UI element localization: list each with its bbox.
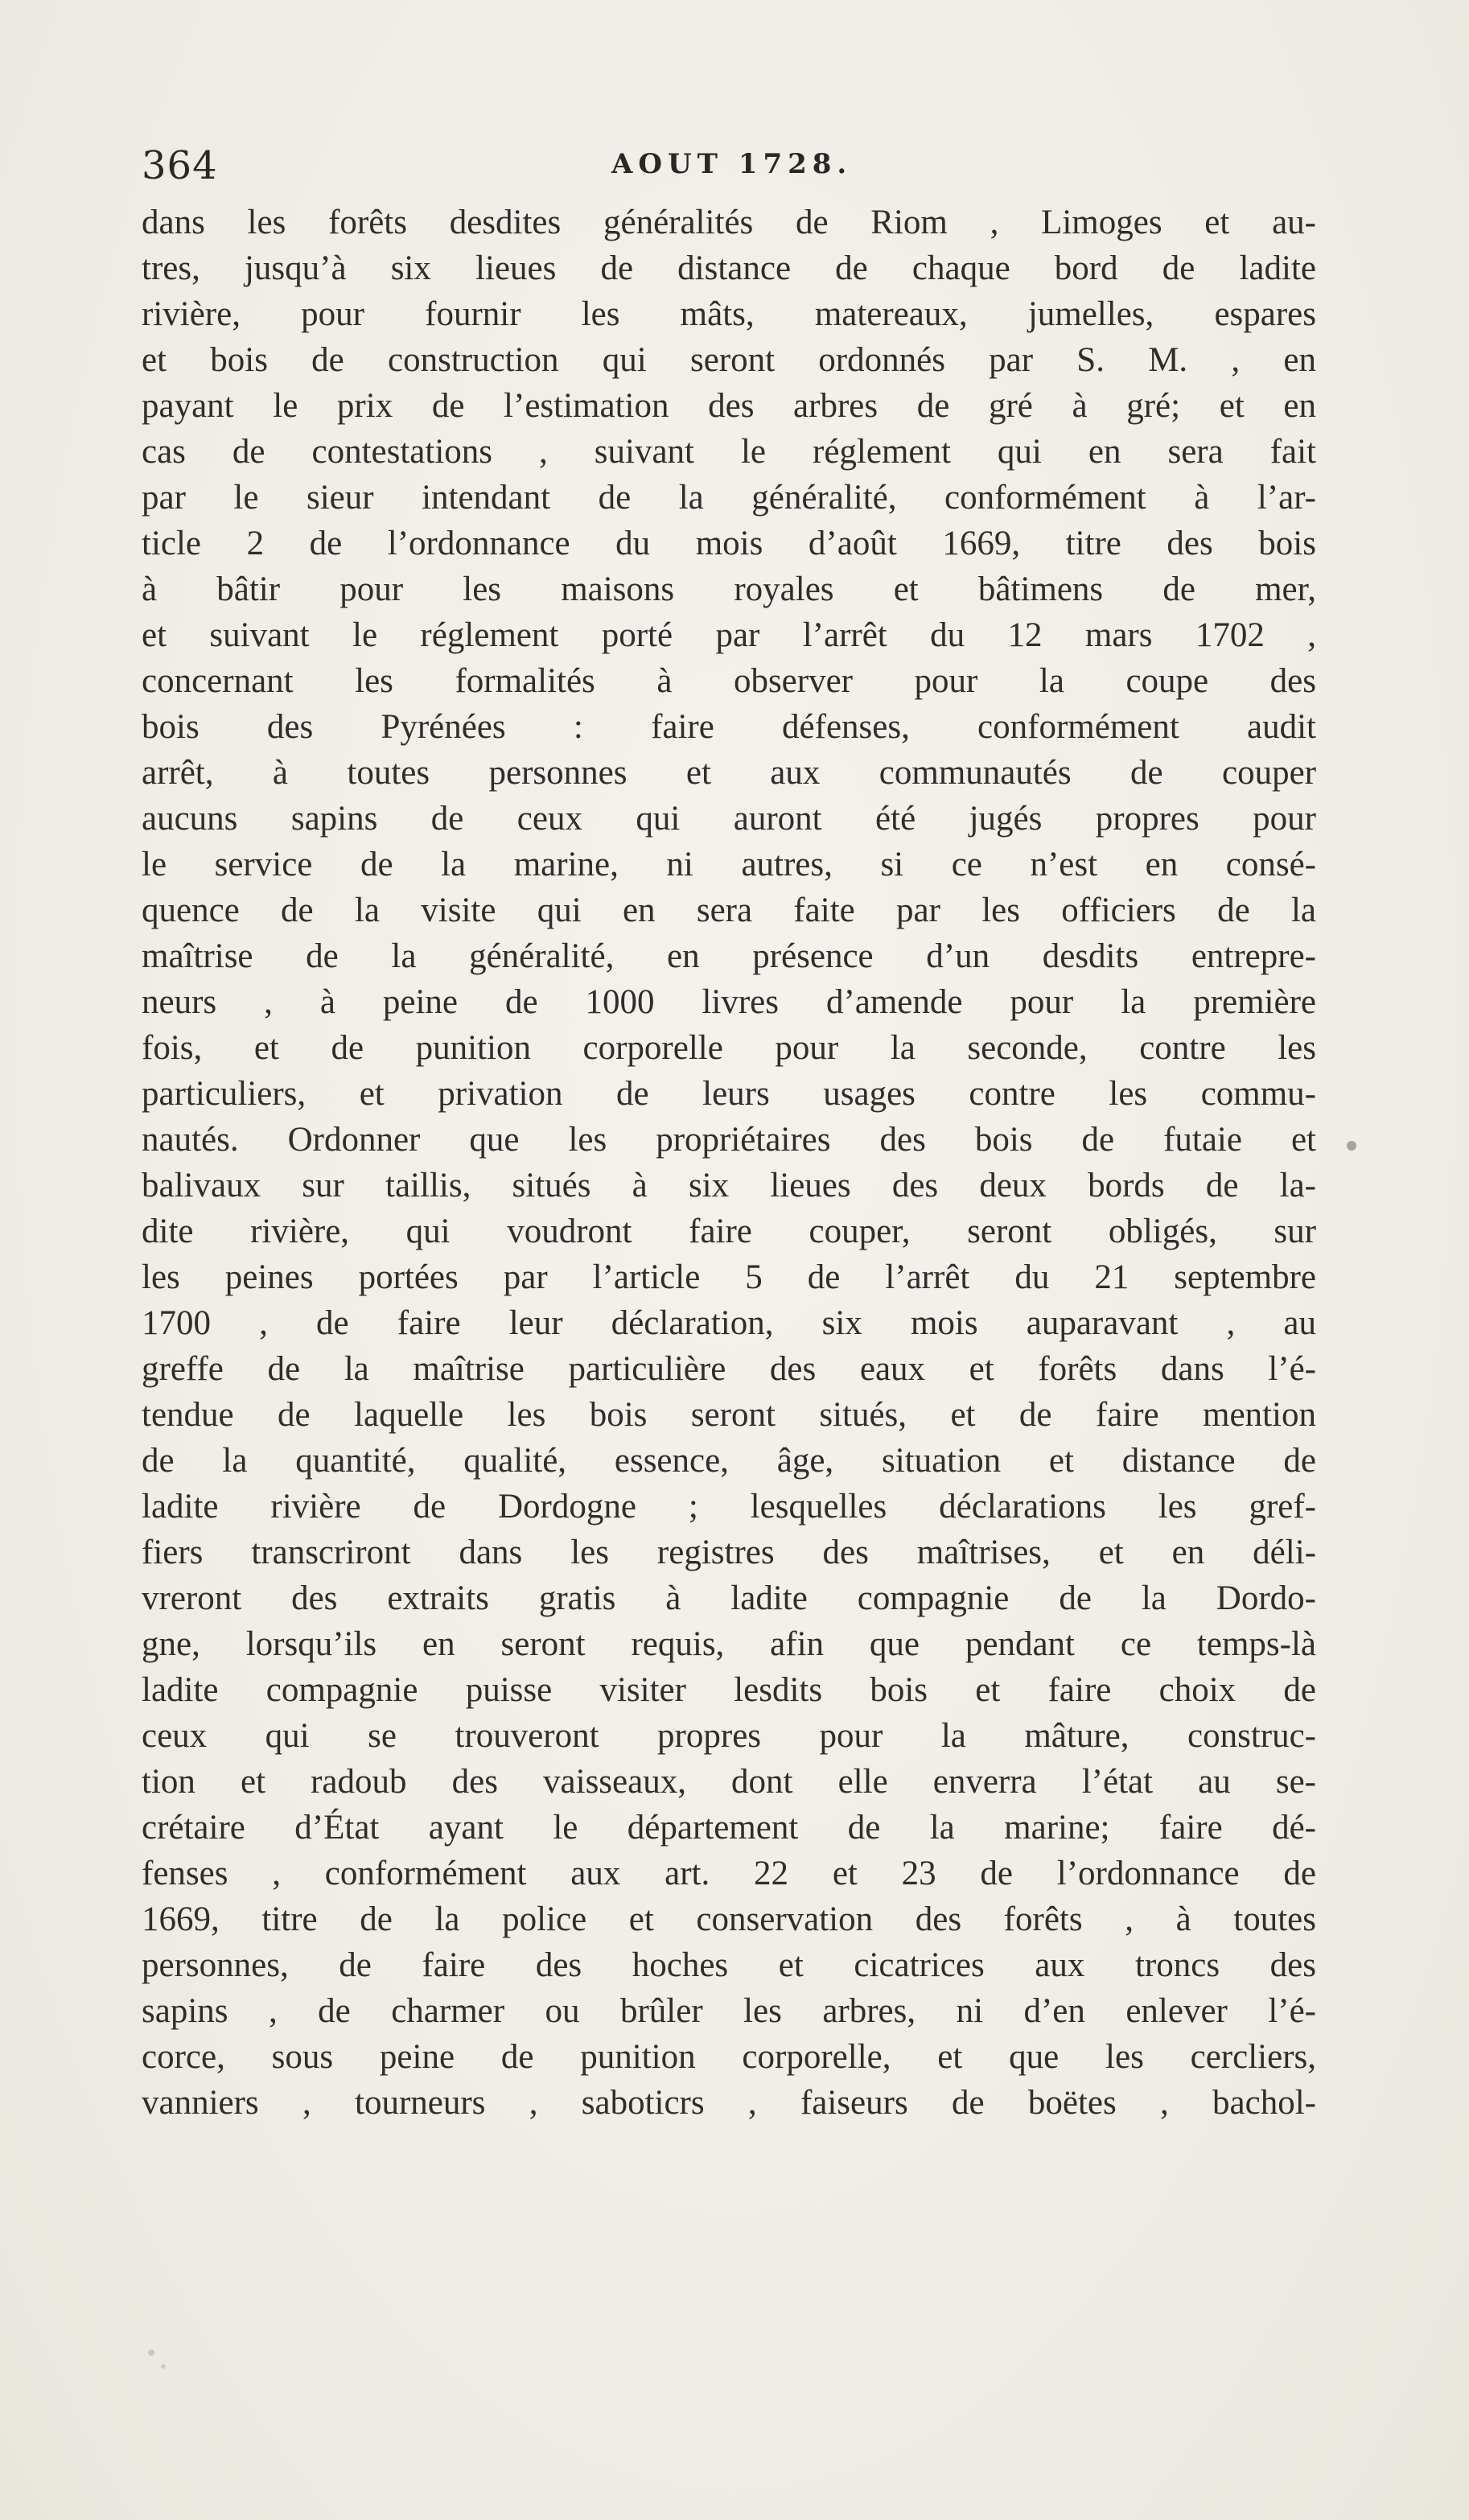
text-line-content: payant le prix de l’estimation des arbres de gré à gré; et en <box>142 387 1316 425</box>
ink-speck <box>1347 1141 1356 1151</box>
text-line-content: ceux qui se trouveront propres pour la mâture, construc- <box>142 1717 1316 1755</box>
ink-speck <box>148 2349 154 2356</box>
text-line <box>142 1392 1316 1438</box>
text-line <box>142 291 1316 337</box>
text-line <box>142 612 1316 658</box>
text-line-content: aucuns sapins de ceux qui auront été jugés propres pour <box>142 800 1316 838</box>
text-line-content: corce, sous peine de punition corporelle, et que les cercliers, <box>142 2038 1316 2076</box>
text-line-content: maîtrise de la généralité, en présence d’un desdits entrepre- <box>142 937 1316 975</box>
text-line-content: crétaire d’État ayant le département de la marine; faire dé- <box>142 1809 1316 1847</box>
page-header <box>142 143 1316 196</box>
text-line <box>142 1071 1316 1117</box>
text-line-content: sapins , de charmer ou brûler les arbres, ni d’en enlever l’é- <box>142 1992 1316 2030</box>
text-line-content: concernant les formalités à observer pour la coupe des <box>142 662 1316 700</box>
text-line-content: personnes, de faire des hoches et cicatrices aux troncs des <box>142 1946 1316 1984</box>
text-line-content: fois, et de punition corporelle pour la seconde, contre les <box>142 1029 1316 1067</box>
text-line-content: par le sieur intendant de la généralité, conformément à l’ar- <box>142 479 1316 517</box>
text-line-content: de la quantité, qualité, essence, âge, situation et distance de <box>142 1442 1316 1480</box>
text-line-content: fiers transcriront dans les registres des maîtrises, et en déli- <box>142 1534 1316 1571</box>
text-line <box>142 658 1316 704</box>
text-line <box>142 383 1316 429</box>
text-line <box>142 521 1316 566</box>
text-line <box>142 1438 1316 1484</box>
running-head: AOUT 1728. <box>611 148 853 180</box>
text-line <box>142 796 1316 842</box>
text-line <box>142 1346 1316 1392</box>
text-line <box>142 337 1316 383</box>
text-line-content: tendue de laquelle les bois seront situés, et de faire mention <box>142 1396 1316 1434</box>
text-line-content: fenses , conformément aux art. 22 et 23 de l’ordonnance de <box>142 1855 1316 1892</box>
text-line <box>142 429 1316 475</box>
text-line <box>142 1713 1316 1759</box>
text-line-content: neurs , à peine de 1000 livres d’amende pour la première <box>142 983 1316 1021</box>
text-line-content: quence de la visite qui en sera faite par les officiers de la <box>142 891 1316 929</box>
text-line-content: ladite rivière de Dordogne ; lesquelles déclarations les gref- <box>142 1488 1316 1526</box>
text-line <box>142 1300 1316 1346</box>
text-line-content: particuliers, et privation de leurs usages contre les commu- <box>142 1075 1316 1113</box>
text-line-content: greffe de la maîtrise particulière des eaux et forêts dans l’é- <box>142 1350 1316 1388</box>
text-line-content: le service de la marine, ni autres, si ce n’est en consé- <box>142 846 1316 883</box>
text-line <box>142 842 1316 887</box>
text-line-content: cas de contestations , suivant le réglement qui en sera fait <box>142 433 1316 471</box>
text-line-content: balivaux sur taillis, situés à six lieues des deux bords de la- <box>142 1167 1316 1204</box>
text-line-content: nautés. Ordonner que les propriétaires des bois de futaie et <box>142 1121 1316 1159</box>
text-line-content: ladite compagnie puisse visiter lesdits bois et faire choix de <box>142 1671 1316 1709</box>
text-line <box>142 1805 1316 1851</box>
text-line-content: gne, lorsqu’ils en seront requis, afin que pendant ce temps-là <box>142 1625 1316 1663</box>
text-line <box>142 475 1316 521</box>
text-line-content: dans les forêts desdites généralités de Riom , Limoges et au- <box>142 204 1316 241</box>
text-line <box>142 2080 1316 2126</box>
text-line-content: dite rivière, qui voudront faire couper, seront obligés, sur <box>142 1213 1316 1250</box>
text-line <box>142 1896 1316 1942</box>
text-line <box>142 1163 1316 1209</box>
text-line <box>142 1530 1316 1575</box>
ink-speck <box>161 2364 166 2369</box>
text-line <box>142 1851 1316 1896</box>
text-line-content: tion et radoub des vaisseaux, dont elle enverra l’état au se- <box>142 1763 1316 1801</box>
text-line <box>142 2034 1316 2080</box>
text-line-content: ticle 2 de l’ordonnance du mois d’août 1669, titre des bois <box>142 525 1316 562</box>
text-line <box>142 566 1316 612</box>
text-line <box>142 1667 1316 1713</box>
text-line-content: 1700 , de faire leur déclaration, six mois auparavant , au <box>142 1304 1316 1342</box>
text-line-content: 1669, titre de la police et conservation des forêts , à toutes <box>142 1900 1316 1938</box>
text-line <box>142 200 1316 245</box>
text-line <box>142 245 1316 291</box>
body-text <box>142 200 1316 2126</box>
text-line <box>142 1117 1316 1163</box>
text-line <box>142 750 1316 796</box>
text-line <box>142 887 1316 933</box>
text-line <box>142 1759 1316 1805</box>
text-line-content: et suivant le réglement porté par l’arrêt du 12 mars 1702 , <box>142 616 1316 654</box>
text-line <box>142 1575 1316 1621</box>
text-line-content: bois des Pyrénées : faire défenses, conformément audit <box>142 708 1316 746</box>
text-line <box>142 704 1316 750</box>
text-line <box>142 1988 1316 2034</box>
text-line-content: vreront des extraits gratis à ladite compagnie de la Dordo- <box>142 1579 1316 1617</box>
text-line <box>142 1209 1316 1254</box>
text-line-content: à bâtir pour les maisons royales et bâtimens de mer, <box>142 570 1316 608</box>
text-line <box>142 1942 1316 1988</box>
text-line <box>142 1621 1316 1667</box>
text-line <box>142 1484 1316 1530</box>
text-line-content: vanniers , tourneurs , saboticrs , faiseurs de boëtes , bachol- <box>142 2084 1316 2122</box>
text-line <box>142 1254 1316 1300</box>
text-line-content: les peines portées par l’article 5 de l’arrêt du 21 septembre <box>142 1258 1316 1296</box>
text-line-content: rivière, pour fournir les mâts, matereaux, jumelles, espares <box>142 295 1316 333</box>
text-line-content: tres, jusqu’à six lieues de distance de chaque bord de ladite <box>142 249 1316 287</box>
text-line <box>142 933 1316 979</box>
text-line <box>142 1025 1316 1071</box>
text-line <box>142 979 1316 1025</box>
page-number: 364 <box>142 143 218 188</box>
text-line-content: et bois de construction qui seront ordonnés par S. M. , en <box>142 341 1316 379</box>
text-line-content: arrêt, à toutes personnes et aux communautés de couper <box>142 754 1316 792</box>
